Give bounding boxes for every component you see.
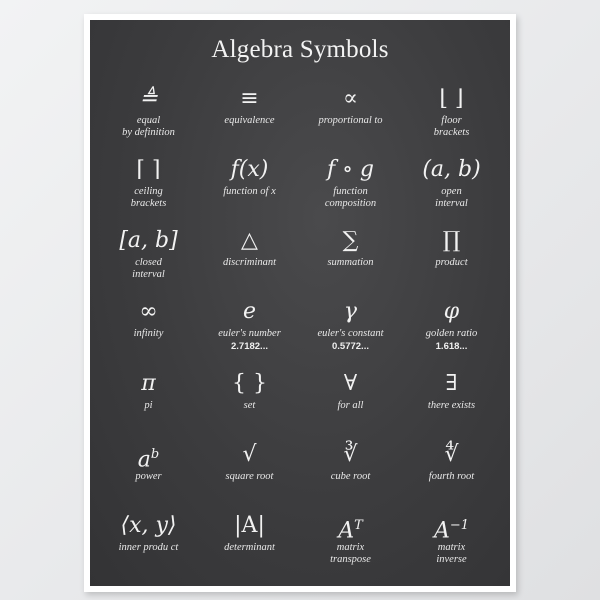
symbol-card <box>199 82 300 153</box>
symbol-glyph: f ∘ g <box>327 157 374 183</box>
symbol-superscript: T <box>354 517 363 533</box>
poster-title: Algebra Symbols <box>211 36 389 63</box>
symbol-glyph: π <box>141 370 156 396</box>
symbol-card <box>300 509 401 580</box>
symbol-glyph: γ <box>343 299 358 325</box>
symbol-card <box>199 509 300 580</box>
symbol-card <box>199 367 300 438</box>
symbol-label: cube root <box>330 470 371 482</box>
symbol-glyph: ⟨x, y⟩ <box>120 512 177 538</box>
symbol-card <box>401 509 502 580</box>
symbol-label: function composition <box>324 186 377 210</box>
symbol-card <box>98 82 199 153</box>
symbol-label: product <box>435 257 468 269</box>
symbol-glyph: ∝ <box>343 86 358 111</box>
symbol-card <box>401 438 502 509</box>
symbol-glyph: [a, b] <box>119 228 178 254</box>
symbol-label: open interval <box>435 186 468 210</box>
symbol-card <box>199 438 300 509</box>
symbol-label: euler's constant <box>317 328 384 340</box>
symbol-card <box>199 153 300 224</box>
symbol-glyph: |A| <box>234 512 265 538</box>
symbol-card <box>300 438 401 509</box>
symbol-label: function of x <box>223 186 276 198</box>
symbol-glyph: { } <box>232 370 267 396</box>
symbol-label: inner produ ct <box>118 541 179 553</box>
symbol-label: fourth root <box>428 470 475 482</box>
symbol-label: discriminant <box>222 257 277 269</box>
symbol-card <box>300 82 401 153</box>
symbol-glyph: $A^{-1}$ <box>433 517 470 544</box>
symbol-card <box>199 295 300 366</box>
symbol-value: 0.5772... <box>332 341 369 353</box>
symbol-glyph: ≜ <box>139 86 158 111</box>
symbol-card <box>300 295 401 366</box>
symbol-label: pi <box>144 399 153 411</box>
symbol-label: equivalence <box>224 115 275 126</box>
symbol-label: square root <box>225 470 274 482</box>
symbol-label: set <box>243 399 256 411</box>
symbol-superscript: −1 <box>449 517 470 533</box>
symbol-label: power <box>135 470 162 482</box>
symbol-card <box>401 295 502 366</box>
symbol-glyph: ⌊ ⌋ <box>439 86 464 111</box>
symbol-label: ceiling brackets <box>130 186 167 210</box>
symbol-label: equal by definition <box>122 115 175 138</box>
symbol-glyph: $a^b$ <box>137 446 160 473</box>
symbol-glyph: (a, b) <box>422 157 481 183</box>
symbol-label: for all <box>337 399 364 411</box>
symbol-glyph: ∀ <box>343 370 358 396</box>
symbol-superscript: b <box>150 446 160 462</box>
symbol-label: matrix inverse <box>436 541 467 565</box>
symbol-card <box>199 224 300 295</box>
symbol-label: determinant <box>224 541 275 553</box>
symbol-card <box>98 295 199 366</box>
symbol-card <box>98 153 199 224</box>
symbol-label: matrix transpose <box>330 541 371 565</box>
symbol-label: floor brackets <box>433 115 470 138</box>
symbol-glyph: φ <box>443 299 460 325</box>
symbol-glyph: f(x) <box>230 157 269 183</box>
symbol-label: infinity <box>133 328 164 340</box>
symbol-card <box>98 367 199 438</box>
symbol-card <box>300 367 401 438</box>
symbol-glyph: ≡ <box>240 86 259 111</box>
symbol-card <box>401 153 502 224</box>
symbol-card <box>401 224 502 295</box>
symbol-label: there exists <box>427 399 476 411</box>
symbol-value: 1.618... <box>435 341 468 353</box>
symbol-glyph: ⌈ ⌉ <box>136 157 161 183</box>
symbol-card <box>300 153 401 224</box>
symbol-label: proportional to <box>318 115 383 126</box>
symbol-glyph: ∛ <box>343 441 358 467</box>
symbol-card <box>401 82 502 153</box>
symbol-card <box>401 367 502 438</box>
symbol-card <box>98 224 199 295</box>
symbol-value: 2.7182... <box>231 341 268 353</box>
symbol-label: closed interval <box>132 257 165 281</box>
symbol-card <box>300 224 401 295</box>
symbol-glyph: △ <box>241 228 258 254</box>
symbol-glyph: ∑ <box>342 228 359 254</box>
poster <box>84 14 516 592</box>
symbol-glyph: ∏ <box>442 228 461 254</box>
symbol-glyph: ∃ <box>445 370 458 396</box>
symbol-glyph: ∞ <box>139 299 158 325</box>
symbol-glyph: √ <box>242 441 257 467</box>
symbol-glyph: $A^T$ <box>338 517 363 544</box>
symbol-card <box>98 509 199 580</box>
symbol-label: euler's number <box>218 328 281 340</box>
symbol-glyph: ∜ <box>444 441 459 467</box>
symbol-label: golden ratio <box>425 328 478 340</box>
symbol-grid <box>98 82 502 580</box>
symbol-label: summation <box>327 257 374 269</box>
symbol-card <box>98 438 199 509</box>
chalkboard <box>90 20 510 586</box>
symbol-glyph: e <box>242 299 257 325</box>
